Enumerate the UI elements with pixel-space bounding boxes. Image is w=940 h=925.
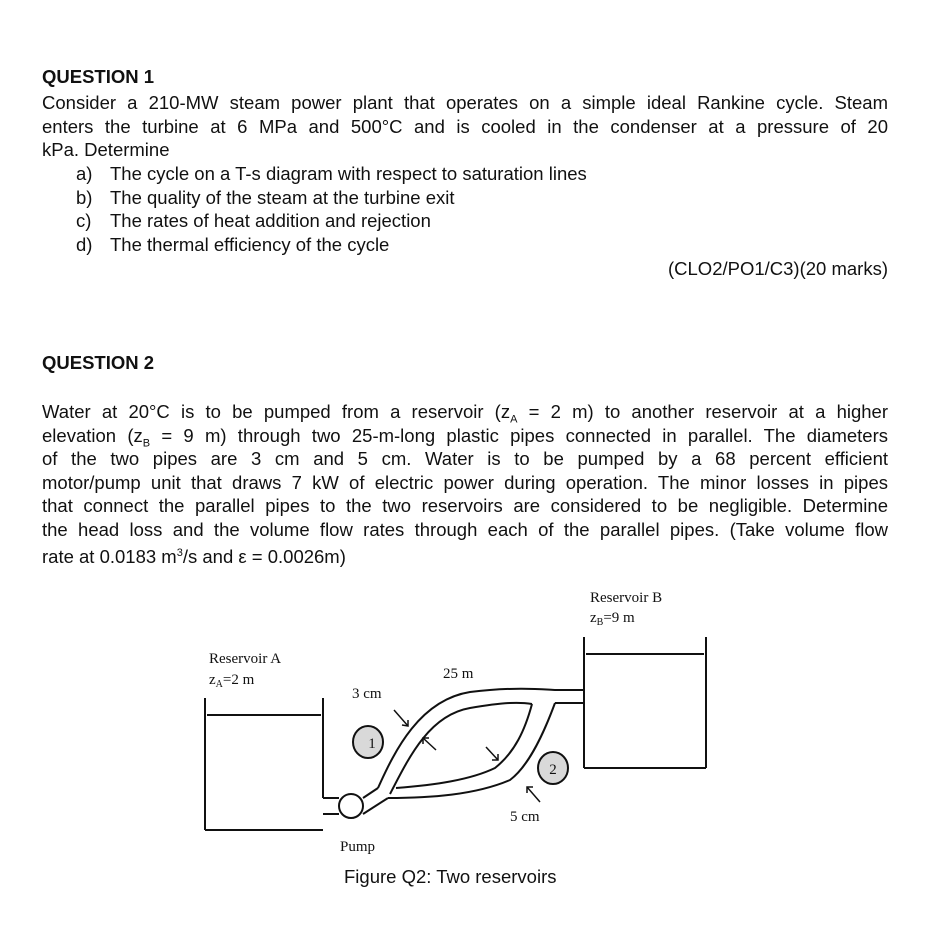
q2-line: motor/pump unit that draws 7 kW of electric power during operation. The minor losses in pipes xyxy=(42,471,888,493)
two-reservoirs-figure xyxy=(0,580,940,870)
list-item xyxy=(76,209,587,233)
reservoir-b-label: Reservoir B xyxy=(590,590,663,606)
q1-line: Consider a 210-MW steam power plant that operates on a simple ideal Rankine cycle. Steam xyxy=(42,92,888,113)
list-item-label: b) xyxy=(76,186,93,208)
q1-line: enters the turbine at 6 MPa and 500°C and is cooled in the condenser at a pressure of 20 xyxy=(42,115,888,137)
reservoir-a-label: Reservoir A xyxy=(209,651,282,667)
list-item-label: c) xyxy=(76,210,92,232)
q2-line: Water at 20°C is to be pumped from a reservoir ($z_A = 2$ m) to another reservoir at a higher xyxy=(42,401,888,426)
outlet-pipe xyxy=(555,690,584,703)
pipe-1-label: 1 xyxy=(368,736,376,752)
pipe-1-diameter: 3 cm xyxy=(352,686,382,702)
question-1-list xyxy=(76,162,587,256)
q2-line: of the two pipes are 3 cm and 5 cm. Water is to be pumped by a 68 percent efficient xyxy=(42,448,888,470)
list-item-text: The thermal efficiency of the cycle xyxy=(110,233,390,255)
inlet-pipe xyxy=(323,798,339,814)
list-item xyxy=(76,233,587,257)
question-2-body xyxy=(42,400,888,565)
list-item-text: The rates of heat addition and rejection xyxy=(110,210,431,232)
pipe-length-label: 25 m xyxy=(443,666,474,682)
list-item-text: The quality of the steam at the turbine exit xyxy=(110,186,455,208)
list-item xyxy=(76,186,587,210)
question-1-title: QUESTION 1 xyxy=(42,66,155,87)
pipe-2-label: 2 xyxy=(549,762,557,778)
list-item-label: d) xyxy=(76,233,93,255)
list-item-text: The cycle on a T-s diagram with respect to saturation lines xyxy=(110,163,587,184)
reservoir-b-tank xyxy=(584,637,706,768)
reservoir-a-elevation: $z_A=2$ m xyxy=(209,672,255,690)
question-1-marks: (CLO2/PO1/C3)(20 marks) xyxy=(668,258,888,279)
q2-line: elevation ($z_B = 9$ m) through two 25-m-long plastic pipes connected in parallel. The diameters xyxy=(42,424,888,450)
list-item xyxy=(76,162,587,186)
pump-outlet-pipe xyxy=(363,788,388,814)
list-item-label: a) xyxy=(76,163,93,184)
parallel-pipes xyxy=(378,689,555,798)
figure-caption: Figure Q2: Two reservoirs xyxy=(344,866,557,887)
question-2-title: QUESTION 2 xyxy=(42,352,155,373)
q2-line: that connect the parallel pipes to the two reservoirs are considered to be negligible. Determine xyxy=(42,495,888,517)
pipe-2-diameter: 5 cm xyxy=(510,809,540,825)
reservoir-a-tank xyxy=(205,698,323,830)
q2-line: the head loss and the volume flow rates through each of the parallel pipes. (Take volume flow xyxy=(42,518,888,540)
pump-label: Pump xyxy=(340,839,376,855)
question-1-body xyxy=(42,91,888,162)
q2-line: rate at 0.0183 $m^3/s$ and ε = 0.0026m) xyxy=(42,545,346,567)
reservoir-b-elevation: $z_B=9$ m xyxy=(590,610,635,628)
q1-line: kPa. Determine xyxy=(42,139,170,161)
pump-icon xyxy=(339,794,363,818)
